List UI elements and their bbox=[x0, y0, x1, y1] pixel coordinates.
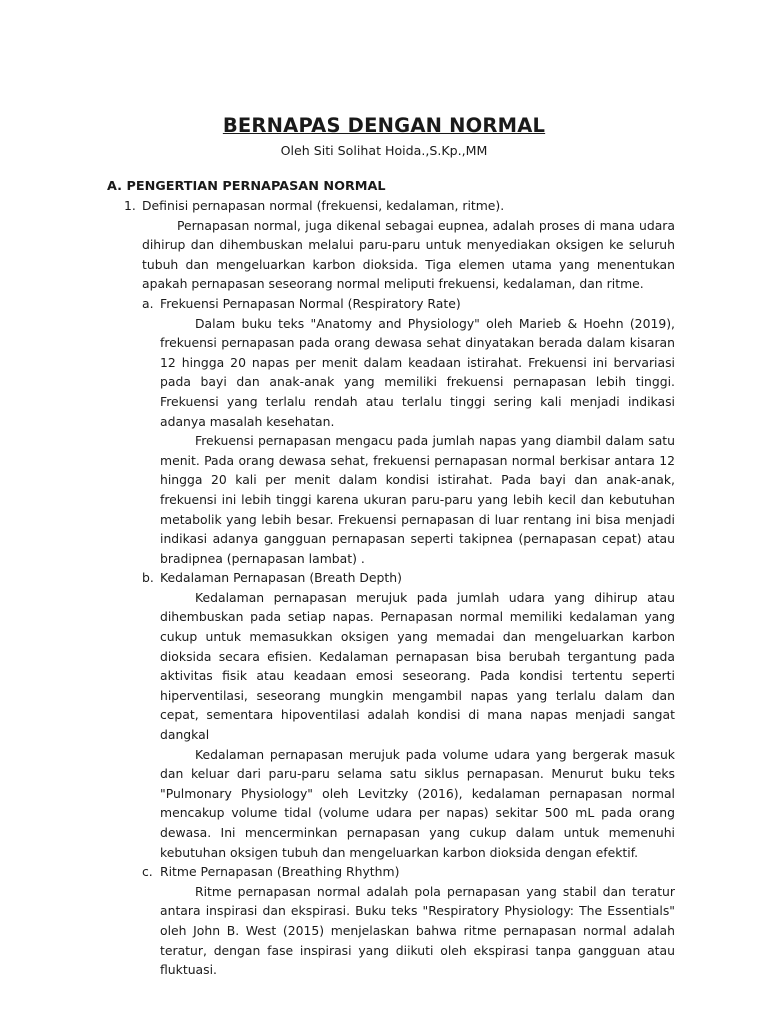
paragraph: Kedalaman pernapasan merujuk pada volume udara yang bergerak masuk dan keluar dari paru-paru selama satu siklus pernapasan. Menurut buku teks "Pulmonary Physiology" oleh Levitzky (2016), kedalaman pernapasan normal mencakup volume tidal (volume udara per napas) sekitar 500 mL pada orang dewasa. Ini mencerminkan pernapasan yang cukup dalam untuk memenuhi kebutuhan oksigen tubuh dan mengeluarkan karbon dioksida dengan efektif. bbox=[160, 746, 675, 860]
section-heading: A. PENGERTIAN PERNAPASAN NORMAL bbox=[107, 179, 386, 194]
subitem-label: Kedalaman Pernapasan (Breath Depth) bbox=[160, 570, 402, 586]
subitem-label: Ritme Pernapasan (Breathing Rhythm) bbox=[160, 864, 400, 880]
list-item-1 bbox=[0, 196, 768, 216]
subitem-c bbox=[0, 862, 768, 882]
intro-paragraph: Pernapasan normal, juga dikenal sebagai eupnea, adalah proses di mana udara dihirup dan dihembuskan melalui paru-paru untuk menyediakan oksigen ke seluruh tubuh dan mengeluarkan karbon dioksida. Tiga elemen utama yang menentukan apakah pernapasan seseorang normal meliputi frekuensi, kedalaman, dan ritme. bbox=[142, 217, 675, 292]
paragraph: Ritme pernapasan normal adalah pola pernapasan yang stabil dan teratur antara inspirasi dan ekspirasi. Buku teks "Respiratory Physiology: The Essentials" oleh John B. West (2015) menjelaskan bahwa ritme pernapasan normal adalah teratur, dengan fase inspirasi yang diikuti oleh ekspirasi tanpa gangguan atau fluktuasi. bbox=[160, 883, 675, 978]
subitem-marker: c. bbox=[142, 864, 153, 880]
subitem-a bbox=[0, 294, 768, 314]
paragraph: Kedalaman pernapasan merujuk pada jumlah udara yang dihirup atau dihembuskan pada setiap napas. Pernapasan normal memiliki kedalaman yang cukup untuk memasukkan oksigen yang memadai dan mengeluarkan karbon dioksida secara efisien. Kedalaman pernapasan bisa berubah tergantung pada aktivitas fisik atau keadaan emosi seseorang. Pada kondisi tertentu seperti hiperventilasi, seseorang mungkin mengambil napas yang terlalu dalam dan cepat, sementara hipoventilasi adalah kondisi di mana napas menjadi sangat dangkal bbox=[160, 589, 675, 743]
list-number: 1. bbox=[124, 198, 136, 213]
subitem-marker: b. bbox=[142, 570, 154, 586]
author-line: Oleh Siti Solihat Hoida.,S.Kp.,MM bbox=[280, 143, 488, 158]
list-item-label: Definisi pernapasan normal (frekuensi, kedalaman, ritme). bbox=[142, 198, 505, 213]
document-title: BERNAPAS DENGAN NORMAL bbox=[222, 114, 546, 137]
subitem-b bbox=[0, 568, 768, 588]
subitem-label: Frekuensi Pernapasan Normal (Respiratory Rate) bbox=[160, 295, 461, 311]
subitem-marker: a. bbox=[142, 295, 154, 311]
paragraph: Frekuensi pernapasan mengacu pada jumlah napas yang diambil dalam satu menit. Pada orang dewasa sehat, frekuensi pernapasan normal berkisar antara 12 hingga 20 kali per menit dalam kondisi istirahat. Pada bayi dan anak-anak, frekuensi ini lebih tinggi karena ukuran paru-paru yang lebih kecil dan kebutuhan metabolik yang lebih besar. Frekuensi pernapasan di luar rentang ini bisa menjadi indikasi adanya gangguan pernapasan seperti takipnea (pernapasan cepat) atau bradipnea (pernapasan lambat) . bbox=[160, 433, 675, 566]
paragraph: Dalam buku teks "Anatomy and Physiology" oleh Marieb & Hoehn (2019), frekuensi pernapasan pada orang dewasa sehat dinyatakan berada dalam kisaran 12 hingga 20 napas per menit dalam keadaan istirahat. Frekuensi ini bervariasi pada bayi dan anak-anak yang memiliki frekuensi pernapasan lebih tinggi. Frekuensi yang terlalu rendah atau terlalu tinggi sering kali menjadi indikasi adanya masalah kesehatan. bbox=[160, 315, 675, 429]
